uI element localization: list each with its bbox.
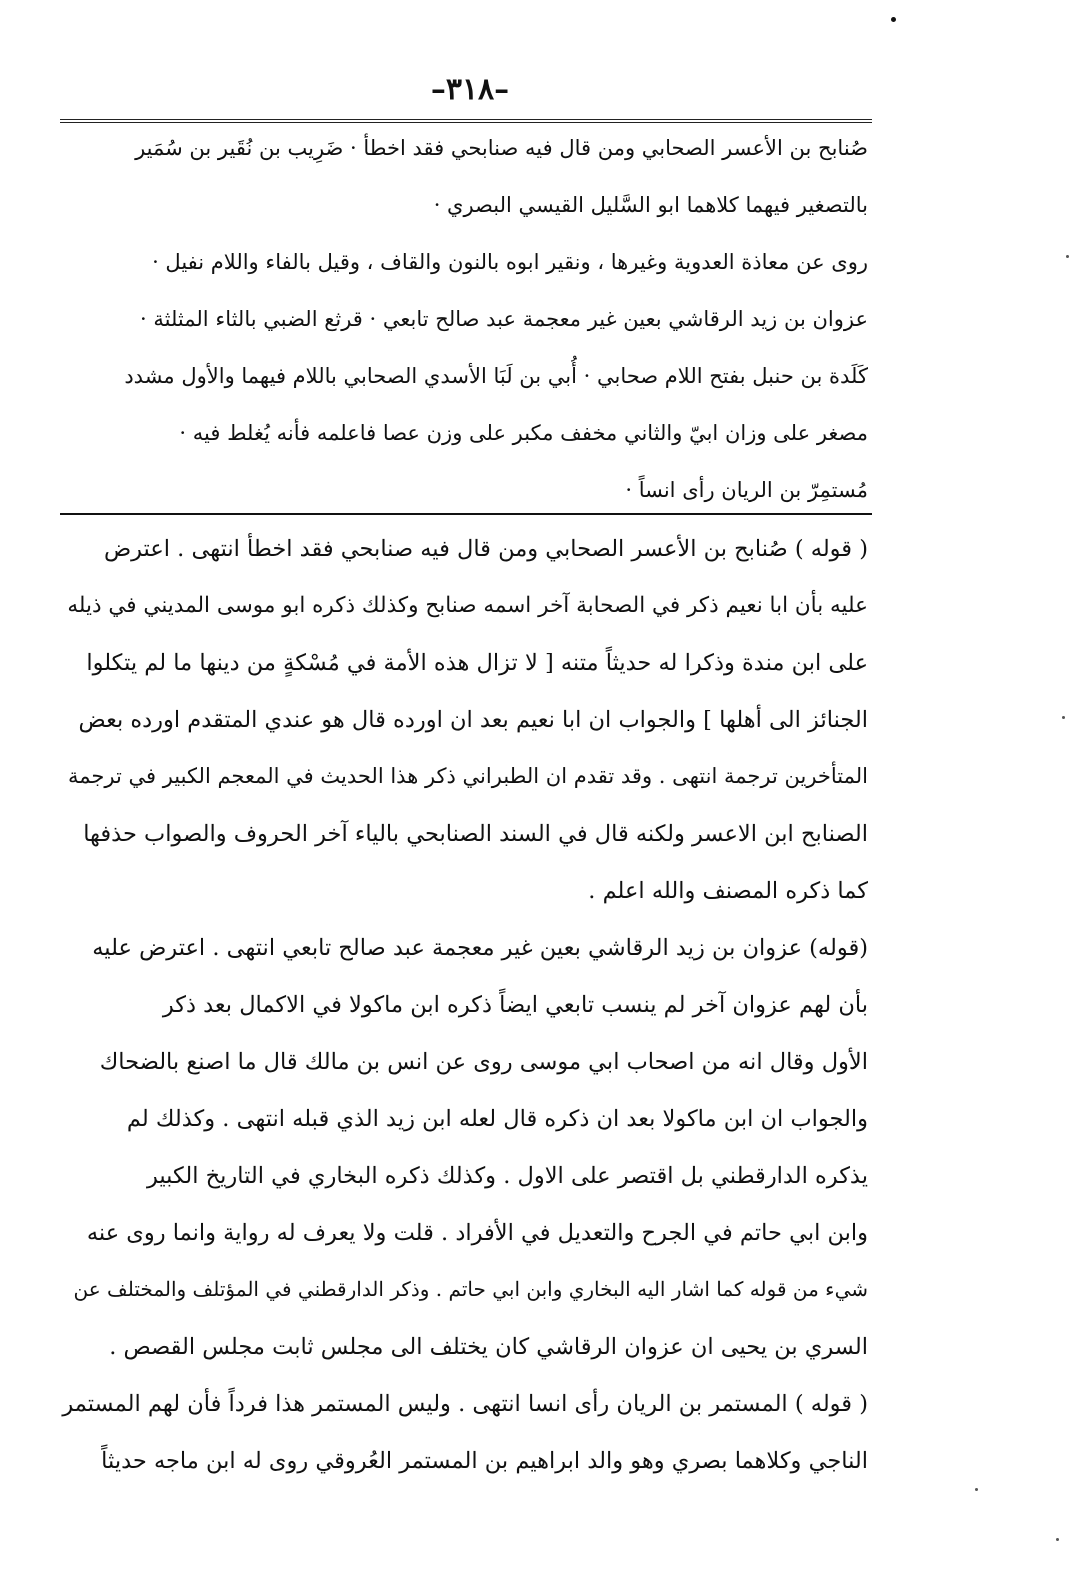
commentary-line: ( قوله ) صُنابح بن الأعسر الصحابي ومن قال فيه صنابحي فقد اخطأ انتهى . اعترض (103, 536, 868, 562)
commentary-line: المتأخرين ترجمة انتهى . وقد تقدم ان الطبراني ذكر هذا الحديث في المعجم الكبير في ترجمة (67, 764, 868, 788)
commentary-line: على ابن مندة وذكرا له حديثاً متنه [ لا تزال هذه الأمة في مُسْكةٍ من دينها ما لم يتكلوا (86, 650, 868, 676)
commentary-line: ( قوله ) المستمر بن الريان رأى انسا انتهى . وليس المستمر هذا فرداً فأن لهم المستمر (62, 1391, 868, 1417)
text-line: صُنابح بن الأعسر الصحابي ومن قال فيه صنابحي فقد اخطأ · ضَرِيب بن نُقَير بن سُمَير (135, 136, 868, 160)
ink-dot (891, 17, 896, 22)
commentary-line: بأن لهم عزوان آخر لم ينسب تابعي ايضاً ذكره ابن ماكولا في الاكمال بعد ذكر (162, 992, 868, 1018)
scan-speck (1056, 1538, 1059, 1541)
header-rule (60, 119, 872, 123)
text-line: مصغر على وزان ابيّ والثاني مخفف مكبر على وزن عصا فاعلمه فأنه يُغلط فيه · (179, 421, 868, 445)
commentary-line: الجنائز الى أهلها ] والجواب ان ابا نعيم بعد ان اورده قال هو عندي المتقدم اورده بعض (78, 707, 868, 733)
commentary-line: (قوله) عزوان بن زيد الرقاشي بعين غير معجمة عبد صالح تابعي انتهى . اعترض عليه (92, 935, 868, 961)
commentary-line: الأول وقال انه من اصحاب ابي موسى روى عن انس بن مالك قال ما اصنع بالضحاك (99, 1049, 868, 1075)
commentary-line: شيء من قوله كما اشار اليه البخاري وابن ابي حاتم . وذكر الدارقطني في المؤتلف والمختلف عن (73, 1277, 868, 1301)
commentary-line: السري بن يحيى ان عزوان الرقاشي كان يختلف الى مجلس ثابت مجلس القصص . (109, 1334, 868, 1360)
commentary-line: عليه بأن ابا نعيم ذكر في الصحابة آخر اسمه صنابح وكذلك ذكره ابو موسى المديني في ذيله (67, 593, 868, 618)
commentary-line: الناجي وكلاهما بصري وهو والد ابراهيم بن المستمر العُروقي روى له ابن ماجه حديثاً (101, 1448, 868, 1474)
commentary-line: وابن ابي حاتم في الجرح والتعديل في الأفراد . قلت ولا يعرف له رواية وانما روى عنه (86, 1220, 868, 1246)
commentary-line: الصنابح ابن الاعسر ولكنه قال في السند الصنابحي بالياء آخر الحروف والصواب حذفها (83, 821, 868, 847)
scan-speck (1062, 716, 1065, 719)
commentary-line: والجواب ان ابن ماكولا بعد ان ذكره قال لعله ابن زيد الذي قبله انتهى . وكذلك لم (126, 1106, 868, 1132)
commentary-line: يذكره الدارقطني بل اقتصر على الاول . وكذلك ذكره البخاري في التاريخ الكبير (146, 1163, 868, 1189)
commentary-line: كما ذكره المصنف والله اعلم . (588, 878, 868, 904)
text-line: كَلَدة بن حنبل بفتح اللام صحابي · أُبي بن لَبَا الأسدي الصحابي باللام فيهما والأول مشدد (124, 364, 868, 388)
scan-speck (975, 1488, 978, 1491)
text-line: مُستمِرّ بن الريان رأى انساً · (625, 478, 868, 502)
page-number: –٣١٨– (430, 72, 510, 107)
text-line: روى عن معاذة العدوية وغيرها ، ونقير ابوه بالنون والقاف ، وقيل بالفاء واللام نفيل · (152, 250, 868, 274)
scan-speck (1066, 255, 1069, 258)
section-divider (60, 513, 872, 515)
text-line: بالتصغير فيهما كلاهما ابو السَّليل القيسي البصري · (433, 193, 868, 217)
text-line: عزوان بن زيد الرقاشي بعين غير معجمة عبد صالح تابعي · قرثع الضبي بالثاء المثلثة · (140, 307, 868, 331)
